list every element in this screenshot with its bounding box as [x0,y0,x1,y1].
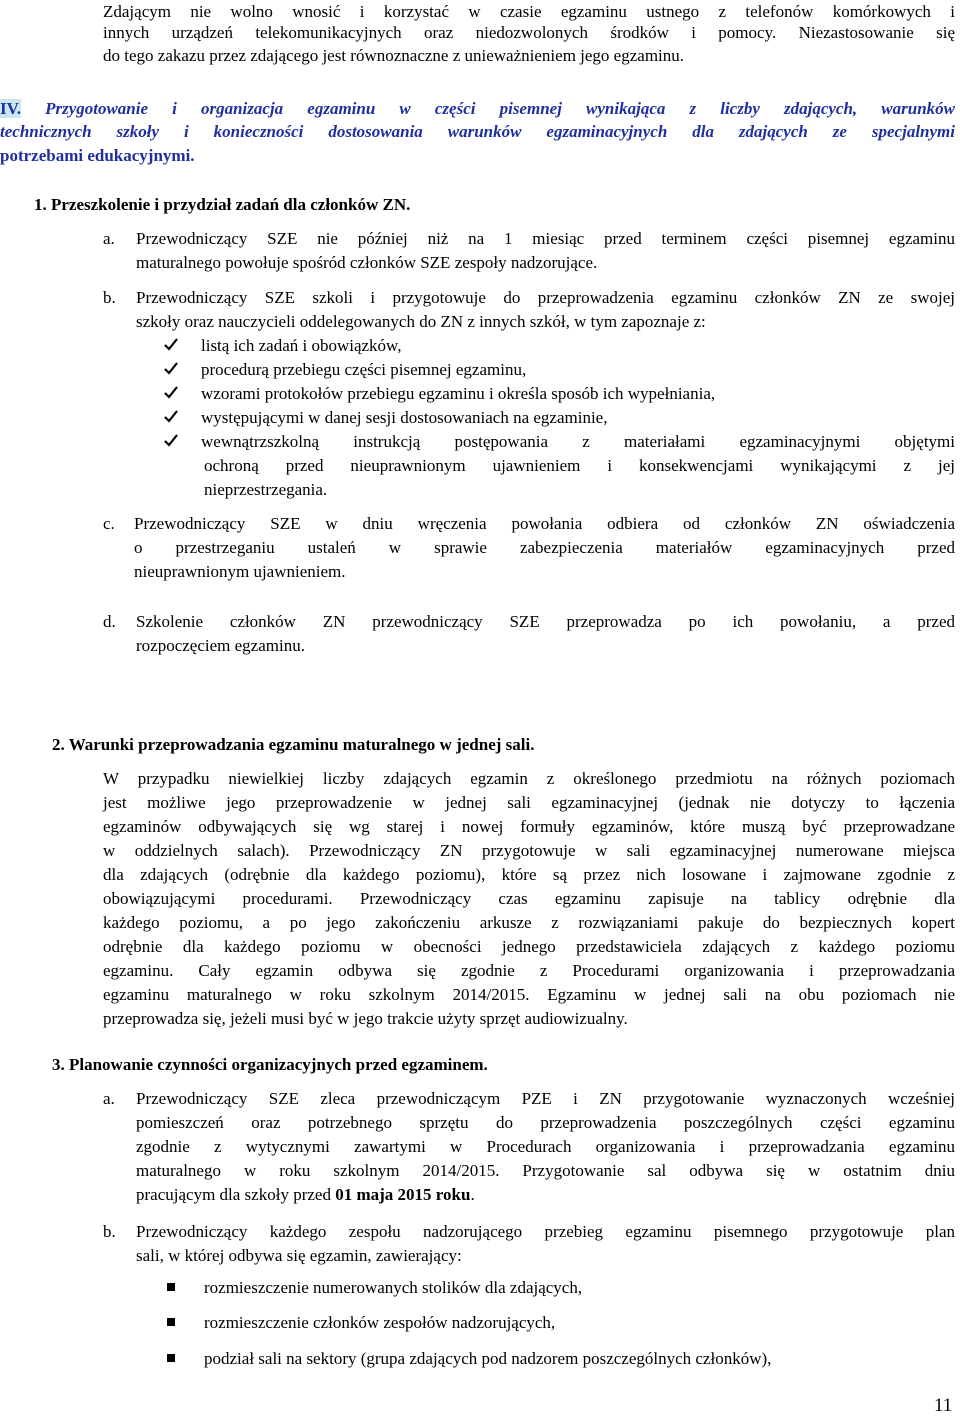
s3-b-line-1: Przewodniczący każdego zespołu nadzorującego przebieg egzaminu pisemnego przygotowuje plan [136,1222,955,1241]
section-iv-number: IV. [0,99,21,118]
bullet-item-1: rozmieszczenie numerowanych stolików dla zdających, [204,1278,583,1297]
s1-c-line-3: nieuprawnionym ujawnieniem. [134,562,346,581]
heading-2: 2. Warunki przeprowadzania egzaminu maturalnego w jednej sali. [52,735,535,754]
s1-a-line-1: Przewodniczący SZE nie później niż na 1 miesiąc przed terminem części pisemnej egzaminu [136,229,955,248]
s2-paragraph: W przypadku niewielkiej liczby zdających egzamin z określonego przedmiotu na różnych poziomach jest możliwe jego przeprowadzenie w jednej sali egzaminacyjnej (jednak nie dotyczy to łączenia egzaminów odbywających się wg starej i nowej formuły egzaminów, które muszą być przeprowadzane w oddzielnych salach). Przewodniczący ZN przygotowuje w sali egzaminacyjnej numerowane miejsca dla zdających (odrębnie dla każdego poziomu), które są przez nich losowane i zajmowane zgodnie z obowiązującymi procedurami. Przewodniczący czas egzaminu zapisuje na tablicy odrębnie dla każdego poziomu, a po jego zakończeniu arkusze z rozwiązaniami pakuje do bezpiecznych kopert odrębnie dla każdego poziomu w obecności jednego przedstawiciela zdających z każdego poziomu egzaminu. Cały egzamin odbywa się zgodnie z Procedurami organizowania i przeprowadzania egzaminu maturalnego w roku szkolnym 2014/2015. Egzaminu w jednej sali na obu poziomach nie przeprowadza się, jeżeli musi być w jego trakcie użyty sprzęt audiowizualny. [103,769,955,1028]
s1-d-line-2: rozpoczęciem egzaminu. [136,636,305,655]
check-icon [164,385,178,399]
check-item-1: listą ich zadań i obowiązków, [201,336,402,355]
square-bullet-icon [167,1318,175,1326]
check-icon [164,361,178,375]
s1-a-line-2: maturalnego powołuje spośród członków SZE zespoły nadzorujące. [136,253,598,272]
square-bullet-icon [167,1283,175,1291]
s1-d-label: d. [103,612,116,631]
check-icon [164,409,178,423]
s1-c-label: c. [103,514,115,533]
square-bullet-icon [167,1354,175,1362]
s1-b-label: b. [103,288,116,307]
s1-b-line-1: Przewodniczący SZE szkoli i przygotowuje do przeprowadzenia egzaminu członków ZN ze swojej [136,288,955,307]
check-item-5-line-3: nieprzestrzegania. [204,480,328,499]
s1-c-line-2: o przestrzeganiu ustaleń w sprawie zabezpieczenia materiałów egzaminacyjnych przed [134,538,955,557]
section-iv-title-line-2: technicznych szkoły i konieczności dostosowania warunków egzaminacyjnych dla zdających ze specjalnymi [0,122,955,141]
check-item-5-line-2: ochroną przed nieuprawnionym ujawnieniem i konsekwencjami wynikającymi z jej [204,456,955,475]
check-icon [164,337,178,351]
s1-d-line-1: Szkolenie członków ZN przewodniczący SZE przeprowadza po ich powołaniu, a przed [136,612,955,631]
intro-line-3: do tego zakazu przez zdającego jest równoznaczne z unieważnieniem jego egzaminu. [103,46,685,65]
bullet-item-3: podział sali na sektory (grupa zdających pod nadzorem poszczególnych członków), [204,1349,772,1368]
intro-line-1: Zdającym nie wolno wnosić i korzystać w czasie egzaminu ustnego z telefonów komórkowych i [103,2,955,21]
heading-3: 3. Planowanie czynności organizacyjnych przed egzaminem. [52,1055,488,1074]
section-iv-title-line-1: IV. Przygotowanie i organizacja egzaminu w części pisemnej wynikająca z liczby zdających, warunków [0,99,956,118]
s3-a-label: a. [103,1089,115,1108]
s3-a-paragraph: Przewodniczący SZE zleca przewodniczącym PZE i ZN przygotowanie wyznaczonych wcześniej pomieszczeń oraz potrzebnego sprzętu do przeprowadzenia poszczególnych części egzaminu zgodnie z wytycznymi zawartymi w Procedurach organizowania i przeprowadzania egzaminu maturalnego w roku szkolnym 2014/2015. Przygotowanie sal odbywa się w ostatnim dniu pracującym dla szkoły przed 01 maja 2015 roku. [136,1087,955,1207]
check-item-2: procedurą przebiegu części pisemnej egzaminu, [201,360,527,379]
bullet-item-2: rozmieszczenie członków zespołów nadzorujących, [204,1313,556,1332]
check-item-4: występującymi w danej sesji dostosowaniach na egzaminie, [201,408,608,427]
s3-b-label: b. [103,1222,116,1241]
check-item-5-line-1: wewnątrzszkolną instrukcją postępowania z materiałami egzaminacyjnymi objętymi [201,432,955,451]
page-number: 11 [934,1395,953,1416]
section-iv-title-line-3: potrzebami edukacyjnymi. [0,146,195,165]
s3-a-last-line: pracującym dla szkoły przed 01 maja 2015 roku. [136,1185,475,1204]
check-item-3: wzorami protokołów przebiegu egzaminu i określa sposób ich wypełniania, [201,384,716,403]
s1-c-line-1: Przewodniczący SZE w dniu wręczenia powołania odbiera od członków ZN oświadczenia [134,514,955,533]
deadline-date: 01 maja 2015 roku [335,1185,471,1204]
s3-b-line-2: sali, w której odbywa się egzamin, zawierający: [136,1246,462,1265]
s1-a-label: a. [103,229,115,248]
s1-b-line-2: szkoły oraz nauczycieli oddelegowanych do ZN z innych szkół, w tym zapoznaje z: [136,312,706,331]
heading-1: 1. Przeszkolenie i przydział zadań dla członków ZN. [34,195,411,214]
intro-line-2: innych urządzeń telekomunikacyjnych oraz niedozwolonych środków i pomocy. Niezastosowanie się [103,23,955,42]
check-icon [164,433,178,447]
